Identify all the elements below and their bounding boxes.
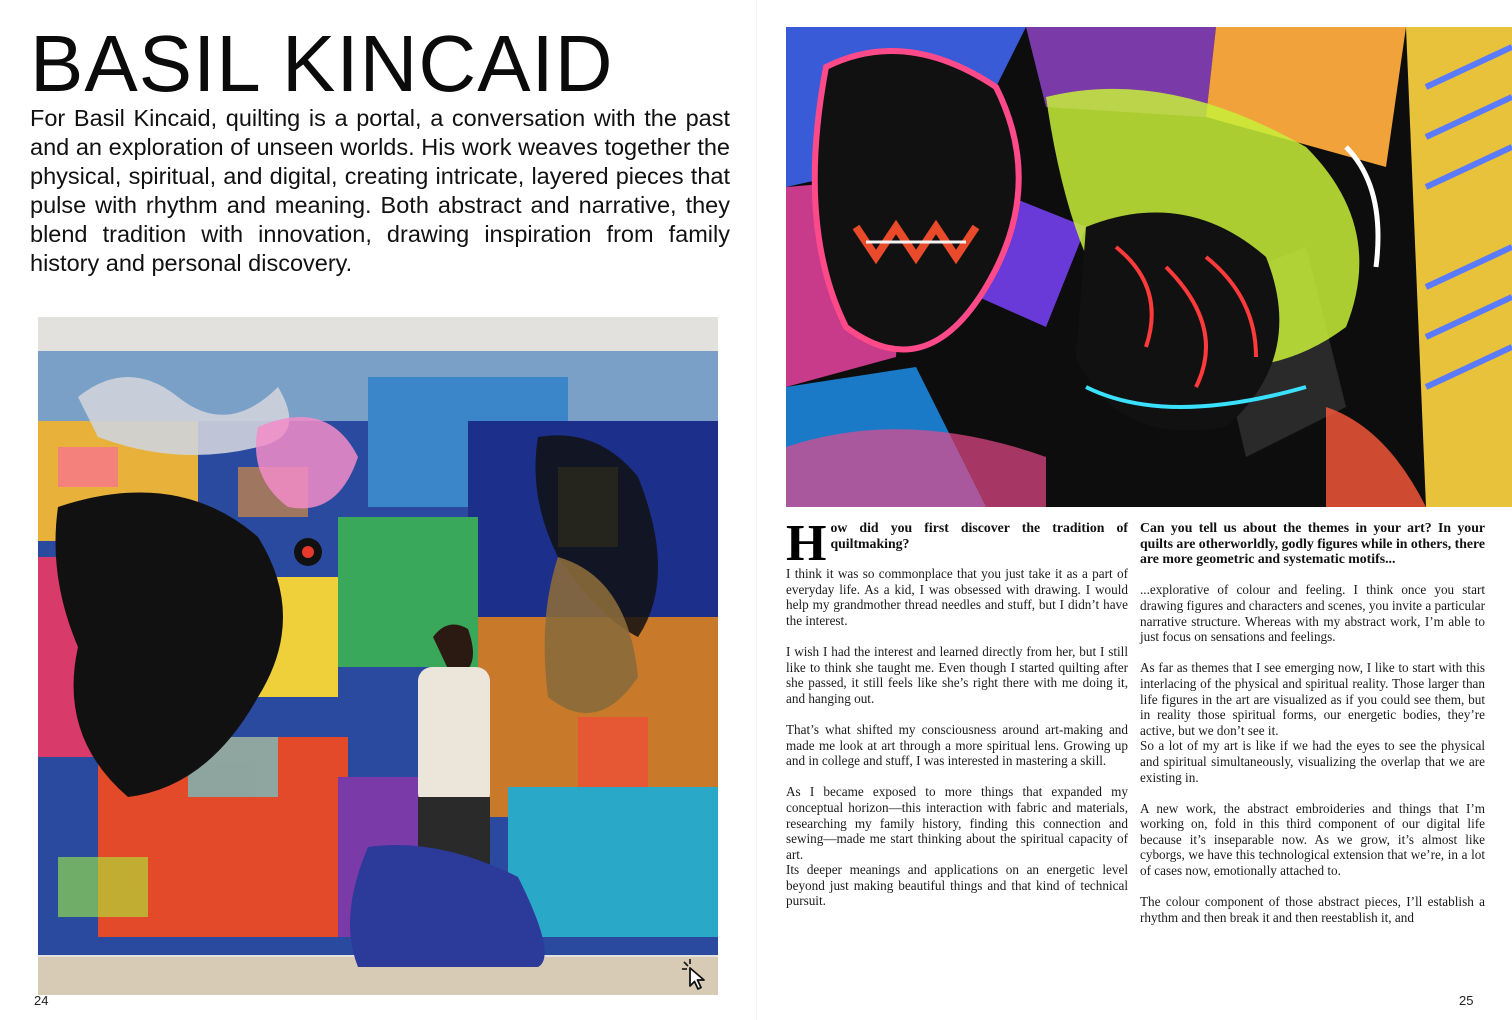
page-number-left: 24: [34, 993, 49, 1008]
answer-2-paragraph: The colour component of those abstract pieces, I’ll establish a rhythm and then break it and then reestablish it, and: [1140, 894, 1485, 925]
interview-column-1: [786, 515, 1128, 950]
cursor-click-icon: [678, 957, 712, 991]
quilt-detail-photo: [786, 27, 1512, 507]
answer-2-paragraph: ...explorative of colour and feeling. I think once you start drawing figures and characters and scenes, you invite a particular narrative structure. Whereas with my abstract work, I’m able to just focus on sensations and feelings.: [1140, 582, 1485, 645]
page-gutter: [756, 0, 757, 1020]
answer-1-paragraph: That’s what shifted my consciousness around art-making and made me look at art through a more spiritual lens. Growing up and in college and stuff, I was interested in mastering a skill.: [786, 721, 1128, 769]
installation-photo: [38, 317, 718, 995]
interview-question-1: [786, 515, 1128, 572]
page-title: BASIL KINCAID: [30, 19, 614, 108]
interview-question-1-text: ow did you first discover the tradition of quiltmaking?: [830, 520, 1128, 551]
answer-1-paragraph: Its deeper meanings and applications on an energetic level beyond just making beautiful things and that kind of technical pursuit.: [786, 862, 1128, 909]
answer-2-paragraph: A new work, the abstract embroideries and things that I’m working on, fold in this third component of our digital life because it’s inseparable now. As we grow, it’s almost like cyborgs, we have this technological extension that we’re, in a lot of cases now, emotionally attached to.: [1140, 800, 1485, 879]
answer-1-paragraph: I think it was so commonplace that you just take it as a part of everyday life. As a kid, I was obsessed with drawing. I would help my grandmother thread needles and stuff, but I didn’t have the interest.: [786, 566, 1128, 628]
interview-column-2: [1140, 520, 1485, 950]
intro-paragraph: For Basil Kincaid, quilting is a portal, a conversation with the past and an exploration of unseen worlds. His work weaves together the physical, spiritual, and digital, creating intricate, layered pieces that pulse with rhythm and meaning. Both abstract and narrative, they blend tradition with innovation, drawing inspiration from family history and personal discovery.: [30, 105, 730, 276]
installation-photo-illustration: [38, 317, 718, 995]
answer-2-paragraph: So a lot of my art is like if we had the eyes to see the physical and spiritual simultaneously, visualizing the overlap that we are existing in.: [1140, 738, 1485, 785]
interview-question-2: Can you tell us about the themes in your art? In your quilts are otherworldly, godly figures while in others, there are more geometric and systematic motifs...: [1140, 520, 1485, 567]
quilt-detail-illustration: [786, 27, 1512, 507]
answer-2-paragraph: As far as themes that I see emerging now, I like to start with this interlacing of the physical and spiritual reality. Those larger than life figures in the art are visualized as if you could see them, but in reality those spiritual forms, our energetic bodies, they’re active, but we don’t see it.: [1140, 660, 1485, 738]
drop-cap: H: [786, 515, 827, 572]
answer-1-paragraph: As I became exposed to more things that expanded my conceptual horizon—this interaction with fabric and materials, researching my family history, finding this connection and sewing—made me start thinking about the spiritual capacity of art.: [786, 784, 1128, 862]
page-number-right: 25: [1459, 993, 1474, 1008]
answer-1-paragraph: I wish I had the interest and learned directly from her, but I still like to think she taught me. Even though I started quilting after she passed, it still feels like she’s right there with me doing it, and hanging out.: [786, 643, 1128, 706]
